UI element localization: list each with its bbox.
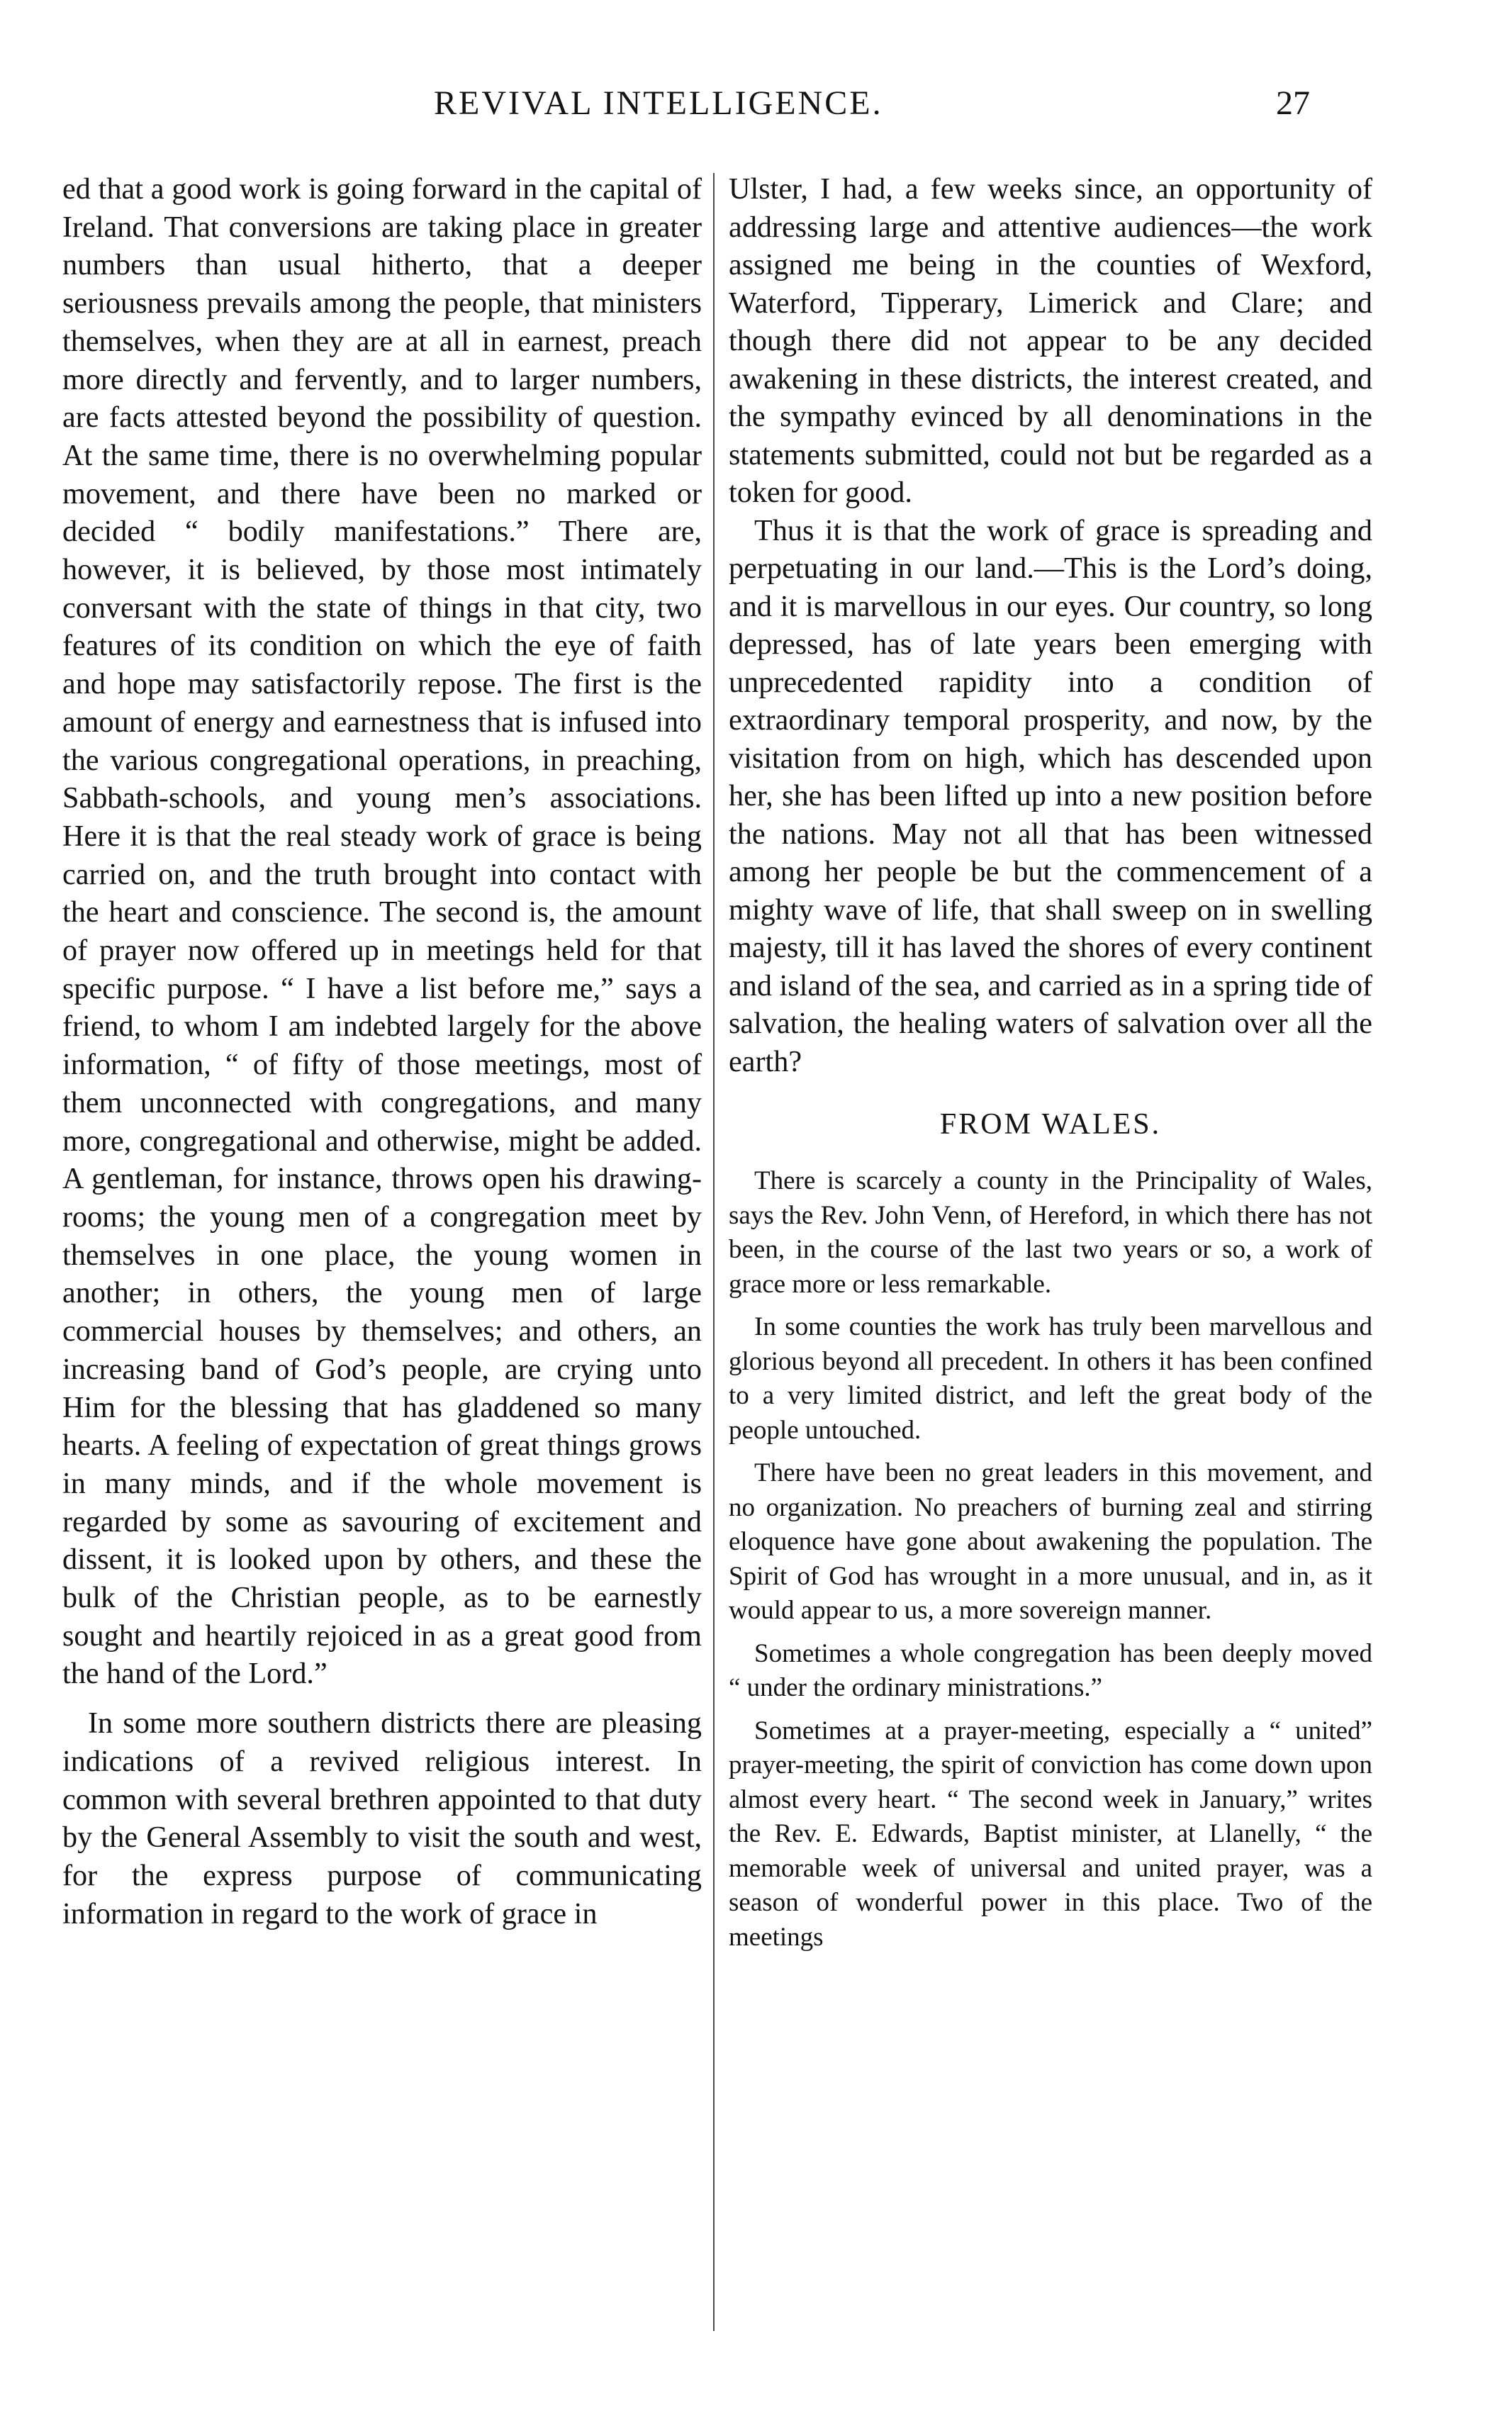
wales-section: [729, 1164, 1372, 1955]
paragraph: Sometimes at a prayer-meeting, especially a “ united” prayer-meeting, the spirit of conviction has come down upon almost every heart. “ The second week in January,” writes the Rev. E. Edwards, Baptist minister, at Llanelly, “ the memorable week of universal and united prayer, was a season of wonderful power in this place. Two of the meetings: [729, 1716, 1372, 1952]
section-heading: FROM WALES.: [939, 1108, 1162, 1141]
paragraph: ed that a good work is going forward in the capital of Ireland. That conversions are taking place in greater numbers than usual hitherto, that a deeper seriousness prevails among the people, that ministers themselves, when they are at all in earnest, preach more directly and fervently, and to larger numbers, are facts attested beyond the possibility of question. At the same time, there is no overwhelming popular movement, and there have been no marked or decided “ bodily manifestations.” There are, however, it is believed, by those most intimately conversant with the state of things in that city, two features of its condition on which the eye of faith and hope may satisfactorily repose. The first is the amount of energy and earnestness that is infused into the various congregational operations, in preaching, Sabbath-schools, and young men’s associations. Here it is that the real steady work of grace is being carried on, and the truth brought into contact with the heart and conscience. The second is, the amount of prayer now offered up in meetings held for that specific purpose. “ I have a list before me,” says a friend, to whom I am indebted largely for the above information, “ of fifty of those meetings, most of them unconnected with congregations, and many more, congregational and otherwise, might be added. A gentleman, for instance, throws open his drawing-rooms; the young men of a congregation meet by themselves in one place, the young women in another; in others, the young men of large commercial houses by themselves; and others, an increasing band of God’s people, are crying unto Him for the blessing that has gladdened so many hearts. A feeling of expectation of great things grows in many minds, and if the whole movement is regarded by some as savouring of excitement and dissent, it is looked upon by others, and these the bulk of the Christian people, as to be earnestly sought and heartily rejoiced in as a great good from the hand of the Lord.”: [62, 172, 702, 1691]
paragraph: Thus it is that the work of grace is spreading and perpetuating in our land.—This is the Lord’s doing, and it is marvellous in our eyes. Our country, so long depressed, has of late years been emerging with unprecedented rapidity into a condition of extraordinary temporal prosperity, and now, by the visitation from on high, which has descended upon her, she has been lifted up into a new position before the nations. May not all that has been witnessed among her people be but the commencement of a mighty wave of life, that shall sweep on in swelling majesty, till it has laved the shores of every continent and island of the sea, and carried as in a spring tide of salvation, the healing waters of salvation over all the earth?: [729, 513, 1372, 1078]
left-column: [62, 170, 702, 1933]
ireland-continuation: [729, 170, 1372, 1080]
paragraph: In some more southern districts there are pleasing indications of a revived religious interest. In common with several brethren appointed to that duty by the General Assembly to visit the south and west, for the express purpose of communicating information in regard to the work of grace in: [62, 1706, 702, 1930]
paragraph: There have been no great leaders in this movement, and no organization. No preachers of burning zeal and stirring eloquence have gone about awakening the population. The Spirit of God has wrought in a more unusual, and in, as it would appear to us, a more sovereign manner.: [729, 1458, 1372, 1625]
running-header: [0, 84, 1512, 133]
paragraph: There is scarcely a county in the Principality of Wales, says the Rev. John Venn, of Hereford, in which there has not been, in the course of the last two years or so, a work of grace more or less remarkable.: [729, 1166, 1372, 1299]
column-divider: [713, 173, 715, 2331]
paragraph: Ulster, I had, a few weeks since, an opportunity of addressing large and attentive audiences—the work assigned me being in the counties of Wexford, Waterford, Tipperary, Limerick and Clare; and though there did not appear to be any decided awakening in these districts, the interest created, and the sympathy evinced by all denominations in the statements submitted, could not but be regarded as a token for good.: [729, 172, 1372, 509]
paragraph: Sometimes a whole congregation has been deeply moved “ under the ordinary ministrations.”: [729, 1638, 1372, 1702]
right-column: [729, 170, 1372, 1955]
running-title: REVIVAL INTELLIGENCE.: [434, 84, 883, 122]
page-number: 27: [1276, 84, 1310, 122]
paragraph: In some counties the work has truly been marvellous and glorious beyond all precedent. In others it has been confined to a very limited district, and left the great body of the people untouched.: [729, 1312, 1372, 1445]
